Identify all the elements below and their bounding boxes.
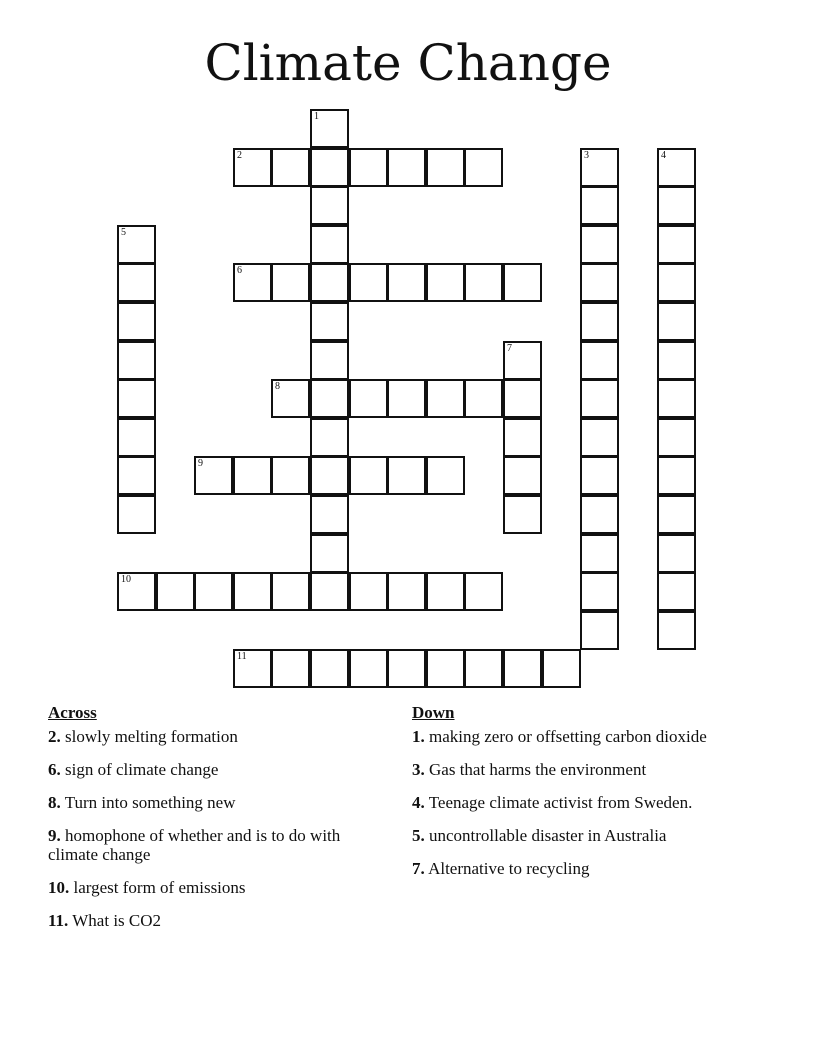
grid-cell[interactable] <box>657 495 696 534</box>
grid-cell[interactable] <box>310 341 349 380</box>
clue-text: making zero or offsetting carbon dioxide <box>429 727 707 746</box>
grid-cell[interactable] <box>426 263 465 302</box>
grid-cell[interactable] <box>349 456 388 495</box>
across-clues <box>48 703 378 944</box>
grid-cell[interactable] <box>464 379 503 418</box>
grid-cell[interactable] <box>233 572 272 611</box>
clue-text: homophone of whether and is to do with climate change <box>48 826 341 864</box>
grid-cell[interactable] <box>271 649 310 688</box>
down-clue <box>412 859 752 878</box>
grid-cell[interactable] <box>117 495 156 534</box>
grid-cell[interactable] <box>233 263 272 302</box>
grid-cell[interactable] <box>464 649 503 688</box>
grid-cell[interactable] <box>580 495 619 534</box>
grid-cell[interactable] <box>464 572 503 611</box>
grid-cell[interactable] <box>580 148 619 187</box>
grid-cell[interactable] <box>657 302 696 341</box>
across-heading: Across <box>48 703 97 722</box>
puzzle-title: Climate Change <box>204 34 612 92</box>
grid-cell[interactable] <box>580 302 619 341</box>
grid-cell[interactable] <box>117 225 156 264</box>
grid-cell[interactable] <box>426 148 465 187</box>
grid-cell[interactable] <box>156 572 195 611</box>
clue-text: slowly melting formation <box>65 727 238 746</box>
grid-cell[interactable] <box>117 302 156 341</box>
clue-number: 8. <box>48 793 61 812</box>
grid-cell[interactable] <box>349 649 388 688</box>
grid-cell[interactable] <box>194 572 233 611</box>
cell-number: 2 <box>237 150 242 161</box>
grid-cell[interactable] <box>580 379 619 418</box>
cell-number: 4 <box>661 150 666 161</box>
grid-cell[interactable] <box>657 225 696 264</box>
grid-cell[interactable] <box>580 611 619 650</box>
grid-cell[interactable] <box>271 379 310 418</box>
grid-cell[interactable] <box>310 379 349 418</box>
grid-cell[interactable] <box>310 148 349 187</box>
down-clue <box>412 826 752 845</box>
clue-text: uncontrollable disaster in Australia <box>429 826 667 845</box>
grid-cell[interactable] <box>310 109 349 148</box>
down-clue <box>412 793 752 812</box>
grid-cell[interactable] <box>426 379 465 418</box>
cell-number: 6 <box>237 265 242 276</box>
across-clue <box>48 911 378 930</box>
grid-cell[interactable] <box>580 456 619 495</box>
cell-number: 5 <box>121 227 126 238</box>
grid-cell[interactable] <box>310 302 349 341</box>
across-clue <box>48 878 378 897</box>
grid-cell[interactable] <box>387 148 426 187</box>
grid-cell[interactable] <box>349 263 388 302</box>
grid-cell[interactable] <box>271 148 310 187</box>
grid-cell[interactable] <box>426 649 465 688</box>
grid-cell[interactable] <box>387 263 426 302</box>
grid-cell[interactable] <box>271 263 310 302</box>
grid-cell[interactable] <box>657 186 696 225</box>
grid-cell[interactable] <box>387 572 426 611</box>
clue-number: 5. <box>412 826 425 845</box>
grid-cell[interactable] <box>387 456 426 495</box>
grid-cell[interactable] <box>580 534 619 573</box>
grid-cell[interactable] <box>657 418 696 457</box>
grid-cell[interactable] <box>657 611 696 650</box>
clue-text: What is CO2 <box>72 911 162 930</box>
cell-number: 10 <box>121 574 131 585</box>
grid-cell[interactable] <box>233 649 272 688</box>
clue-number: 4. <box>412 793 425 812</box>
grid-cell[interactable] <box>657 341 696 380</box>
grid-cell[interactable] <box>657 572 696 611</box>
grid-cell[interactable] <box>426 572 465 611</box>
across-clue <box>48 760 378 779</box>
grid-cell[interactable] <box>194 456 233 495</box>
grid-cell[interactable] <box>310 225 349 264</box>
grid-cell[interactable] <box>580 225 619 264</box>
grid-cell[interactable] <box>387 649 426 688</box>
clue-number: 9. <box>48 826 61 845</box>
grid-cell[interactable] <box>117 379 156 418</box>
grid-cell[interactable] <box>349 379 388 418</box>
clue-number: 10. <box>48 878 70 897</box>
grid-cell[interactable] <box>657 148 696 187</box>
clue-number: 11. <box>48 911 69 930</box>
grid-cell[interactable] <box>503 418 542 457</box>
grid-cell[interactable] <box>503 495 542 534</box>
cell-number: 9 <box>198 458 203 469</box>
down-heading: Down <box>412 703 455 722</box>
grid-cell[interactable] <box>580 418 619 457</box>
grid-cell[interactable] <box>310 649 349 688</box>
grid-cell[interactable] <box>542 649 581 688</box>
clue-number: 6. <box>48 760 61 779</box>
grid-cell[interactable] <box>464 263 503 302</box>
clue-text: Alternative to recycling <box>428 859 590 878</box>
down-clues <box>412 703 752 892</box>
clue-text: largest form of emissions <box>73 878 246 897</box>
grid-cell[interactable] <box>580 186 619 225</box>
grid-cell[interactable] <box>310 456 349 495</box>
grid-cell[interactable] <box>657 379 696 418</box>
grid-cell[interactable] <box>310 186 349 225</box>
grid-cell[interactable] <box>310 418 349 457</box>
clue-number: 7. <box>412 859 425 878</box>
clue-text: Turn into something new <box>64 793 236 812</box>
down-clue <box>412 760 752 779</box>
across-clue <box>48 793 378 812</box>
grid-cell[interactable] <box>387 379 426 418</box>
grid-cell[interactable] <box>503 341 542 380</box>
grid-cell[interactable] <box>117 263 156 302</box>
grid-cell[interactable] <box>657 456 696 495</box>
across-clue <box>48 826 378 864</box>
grid-cell[interactable] <box>271 456 310 495</box>
clue-text: sign of climate change <box>65 760 219 779</box>
grid-cell[interactable] <box>503 649 542 688</box>
grid-cell[interactable] <box>117 418 156 457</box>
grid-cell[interactable] <box>426 456 465 495</box>
grid-cell[interactable] <box>464 148 503 187</box>
cell-number: 11 <box>237 651 247 662</box>
grid-cell[interactable] <box>310 495 349 534</box>
clue-text: Teenage climate activist from Sweden. <box>428 793 693 812</box>
grid-cell[interactable] <box>503 263 542 302</box>
grid-cell[interactable] <box>117 456 156 495</box>
clue-number: 1. <box>412 727 425 746</box>
grid-cell[interactable] <box>271 572 310 611</box>
grid-cell[interactable] <box>580 263 619 302</box>
grid-cell[interactable] <box>310 572 349 611</box>
grid-cell[interactable] <box>580 341 619 380</box>
grid-cell[interactable] <box>310 534 349 573</box>
clue-number: 3. <box>412 760 425 779</box>
cell-number: 1 <box>314 111 319 122</box>
grid-cell[interactable] <box>657 534 696 573</box>
grid-cell[interactable] <box>117 572 156 611</box>
cell-number: 3 <box>584 150 589 161</box>
grid-cell[interactable] <box>117 341 156 380</box>
cell-number: 7 <box>507 343 512 354</box>
clue-text: Gas that harms the environment <box>429 760 647 779</box>
grid-cell[interactable] <box>503 379 542 418</box>
grid-cell[interactable] <box>657 263 696 302</box>
grid-cell[interactable] <box>580 572 619 611</box>
clue-number: 2. <box>48 727 61 746</box>
grid-cell[interactable] <box>233 148 272 187</box>
grid-cell[interactable] <box>349 572 388 611</box>
grid-cell[interactable] <box>503 456 542 495</box>
grid-cell[interactable] <box>233 456 272 495</box>
cell-number: 8 <box>275 381 280 392</box>
down-clue <box>412 727 752 746</box>
across-clue <box>48 727 378 746</box>
grid-cell[interactable] <box>349 148 388 187</box>
grid-cell[interactable] <box>310 263 349 302</box>
